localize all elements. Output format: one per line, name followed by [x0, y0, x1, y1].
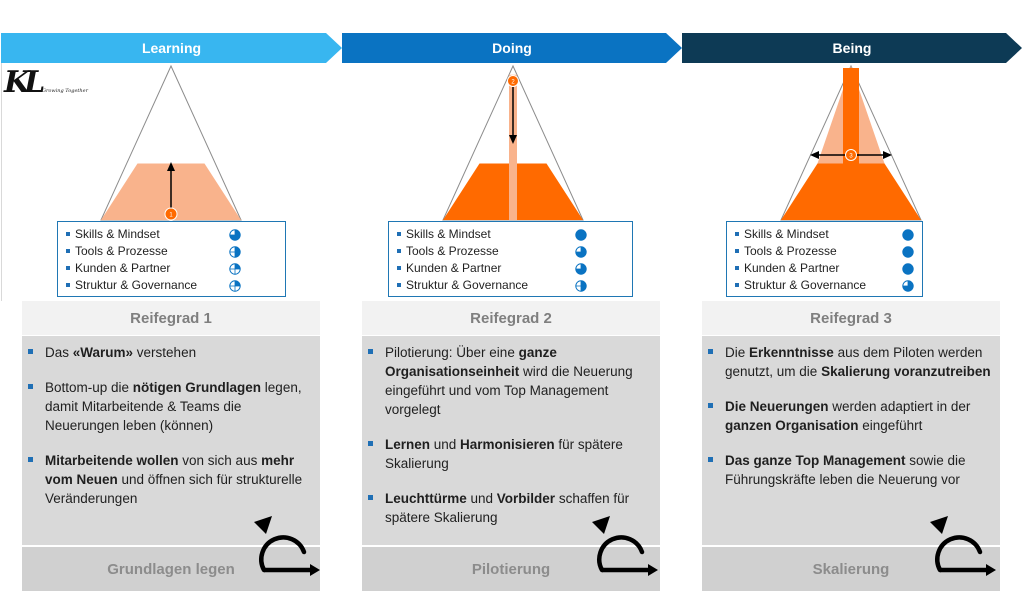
maturity-heading: Reifegrad 3	[702, 301, 1000, 336]
maturity-bullets	[708, 343, 994, 505]
harvey-ball-icon	[575, 280, 587, 292]
dimension-label: Struktur & Governance	[406, 278, 529, 292]
bullet-item: Pilotierung: Über eine ganze Organisationseinheit wird die Neuerung eingeführt und vom Top Management vorgelegt	[368, 343, 654, 419]
harvey-ball-icon	[902, 280, 914, 292]
dimension-row	[735, 260, 914, 277]
bullet-item: Bottom-up die nötigen Grundlagen legen, damit Mitarbeitende & Teams die Neuerungen leben (können)	[28, 378, 314, 435]
maturity-heading: Reifegrad 2	[362, 301, 660, 336]
dimension-label: Struktur & Governance	[75, 278, 198, 292]
pyramid-marker: 2	[511, 79, 515, 86]
maturity-panel-3	[702, 301, 1000, 591]
harvey-ball-icon	[229, 246, 241, 258]
dimension-label: Kunden & Partner	[744, 261, 840, 275]
dimension-row	[397, 260, 624, 277]
dimension-row	[66, 226, 277, 243]
phase-tab-doing	[342, 33, 682, 63]
dimension-row	[397, 226, 624, 243]
phase-footer-label: Pilotierung	[471, 561, 551, 578]
phase-footer-label: Grundlagen legen	[107, 561, 235, 578]
divider	[1, 63, 2, 301]
bullet-item: Leuchttürme und Vorbilder schaffen für spätere Skalierung	[368, 489, 654, 527]
phase-tab-being	[682, 33, 1022, 63]
dimension-row	[66, 243, 277, 260]
logo-subtitle: Growing Together	[42, 88, 88, 94]
harvey-ball-icon	[575, 229, 587, 241]
harvey-ball-icon	[902, 263, 914, 275]
dimension-row	[66, 277, 277, 294]
dimension-label: Tools & Prozesse	[75, 244, 168, 258]
dimension-row	[735, 243, 914, 260]
maturity-bullets	[28, 343, 314, 524]
phase-tab-label: Learning	[141, 40, 202, 56]
bullet-item: Das «Warum» verstehen	[28, 343, 314, 362]
bullet-item: Die Neuerungen werden adaptiert in der ganzen Organisation eingeführt	[708, 397, 994, 435]
pyramid-marker: 3	[849, 153, 853, 160]
dimension-label: Tools & Prozesse	[406, 244, 499, 258]
pyramid-learning	[98, 64, 244, 222]
maturity-heading: Reifegrad 1	[22, 301, 320, 336]
logo-letters: KL	[4, 65, 40, 100]
maturity-panel-2	[362, 301, 660, 591]
dimension-label: Kunden & Partner	[75, 261, 171, 275]
dimension-row	[735, 277, 914, 294]
pyramid-being	[778, 64, 924, 222]
bullet-item: Das ganze Top Management sowie die Führungskräfte leben die Neuerung vor	[708, 451, 994, 489]
dimension-label: Skills & Mindset	[744, 227, 829, 241]
phase-tab-learning	[1, 33, 342, 63]
dimensions-box-being	[726, 221, 923, 297]
maturity-panel-1	[22, 301, 320, 591]
harvey-ball-icon	[902, 229, 914, 241]
dimension-label: Struktur & Governance	[744, 278, 867, 292]
pyramid-doing	[440, 64, 586, 222]
dimension-label: Kunden & Partner	[406, 261, 502, 275]
dimension-row	[397, 243, 624, 260]
dimensions-box-learning	[57, 221, 286, 297]
harvey-ball-icon	[229, 280, 241, 292]
phase-tab-label: Doing	[492, 40, 532, 56]
iteration-cycle-icon	[246, 512, 322, 584]
dimension-row	[397, 277, 624, 294]
bullet-item: Die Erkenntnisse aus dem Piloten werden genutzt, um die Skalierung voranzutreiben	[708, 343, 994, 381]
dimension-label: Tools & Prozesse	[744, 244, 837, 258]
phase-tab-label: Being	[832, 40, 872, 56]
harvey-ball-icon	[229, 263, 241, 275]
harvey-ball-icon	[575, 263, 587, 275]
bullet-item: Mitarbeitende wollen von sich aus mehr vom Neuen und öffnen sich für strukturelle Veränderungen	[28, 451, 314, 508]
harvey-ball-icon	[229, 229, 241, 241]
pyramid-marker: 1	[169, 212, 173, 219]
logo	[4, 65, 88, 100]
iteration-cycle-icon	[584, 512, 660, 584]
dimension-label: Skills & Mindset	[75, 227, 160, 241]
dimensions-box-doing	[388, 221, 633, 297]
dimension-label: Skills & Mindset	[406, 227, 491, 241]
iteration-cycle-icon	[922, 512, 998, 584]
bullet-item: Lernen und Harmonisieren für spätere Skalierung	[368, 435, 654, 473]
harvey-ball-icon	[902, 246, 914, 258]
dimension-row	[66, 260, 277, 277]
dimension-row	[735, 226, 914, 243]
phase-footer-label: Skalierung	[812, 561, 890, 578]
harvey-ball-icon	[575, 246, 587, 258]
